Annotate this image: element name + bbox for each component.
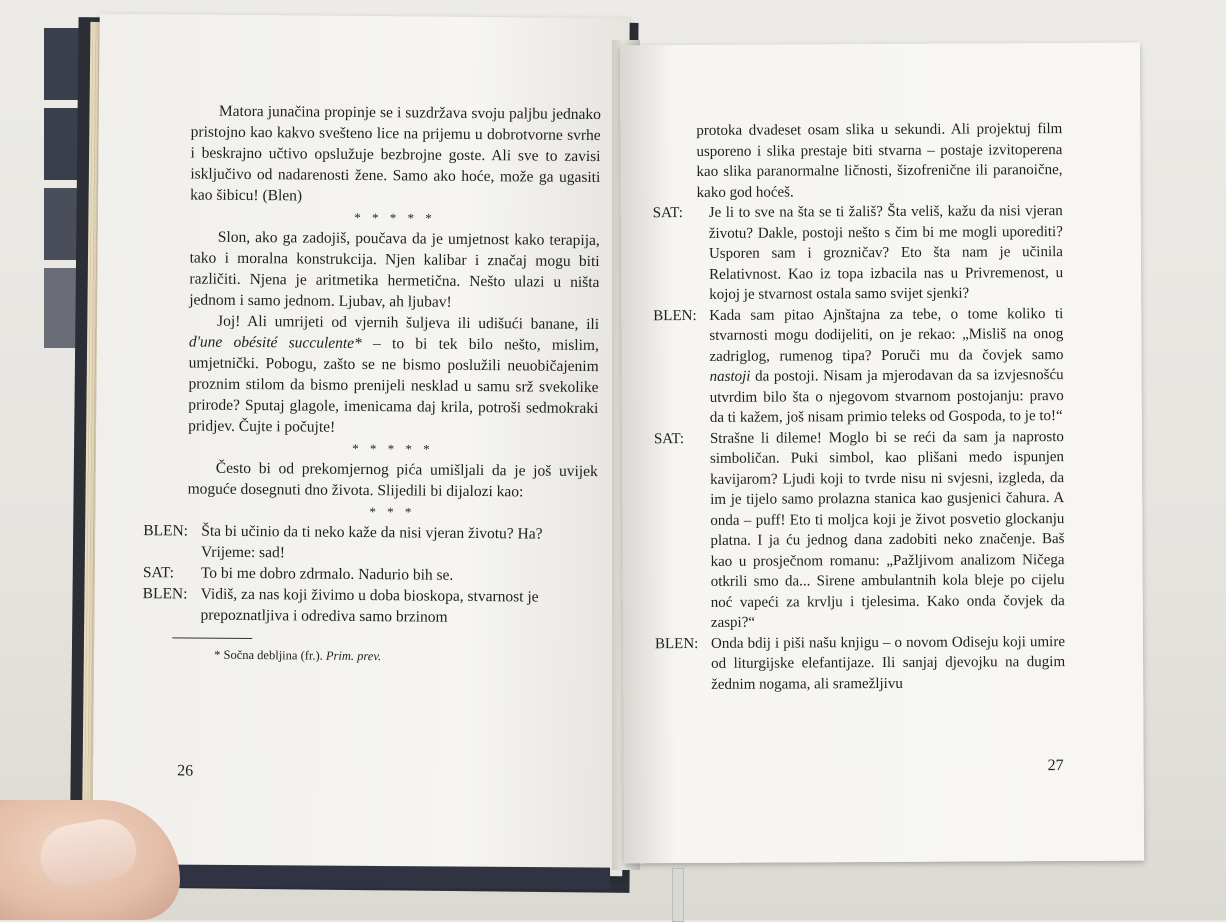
speaker-label: SAT: (142, 564, 175, 582)
italic-phrase: nastoji (709, 368, 751, 385)
text-span: – to bi tek bilo nešto, mislim, umjetnički. Pobogu, zašto se ne bismo poslužili neuobičajenim proznim stilom da bismo prenijeli nesklad u samu srž svekolike prirode? Sputaj glagole, imenicama daj krila, potroši sedmokraki pridjev. Čujte i počujte! (188, 335, 599, 436)
text-span: da postoji. Nisam ja mjerodavan da sa izvjesnošću utvrdim bilo šta o njegovom stvarnom postojanju: pravo da ti kažem, još nisam primio teleks od Gospoda, to je to!“ (709, 367, 1064, 426)
text-span: Kada sam pitao Ajnštajna za tebe, o tome koliko ti stvarnosti mogu dodijeliti, on je rekao: „Misliš na onog zadriglog, rumenog tipa? Poruči mu da čovjek samo (709, 305, 1064, 365)
section-separator: * * * (369, 504, 416, 520)
right-page-text (652, 119, 1065, 695)
page-number: 27 (1047, 757, 1064, 775)
paragraph: Često bi od prekomjernog pića umišljali da je još uvijek moguće dosegnuti dno života. Slijedili bi dijalozi kao: (187, 459, 598, 501)
dialogue-line (653, 201, 1064, 306)
footnote-rule (172, 637, 252, 639)
dialogue-text: Je li to sve na šta se ti žališ? Šta veliš, kažu da nisi vjeran životu? Dakle, postoji nešto s čim bi me mogli uporediti? Usporen sam i grozničav? Eto šta nam je učinila Relativnost. Kao iz topa izbacila nas u Privremenost, u kojoj je stvarnost ostala samo svijet sjenki? (708, 203, 1064, 303)
dialogue-text: Šta bi učinio da ti neko kaže da nisi vjeran životu? Ha? Vrijeme: sad! (200, 522, 543, 562)
speaker-label: SAT: (652, 205, 683, 222)
dialogue-text: Strašne li dileme! Moglo bi se reći da sam ja naprosto simboličan. Puki simbol, kao plišani medo ispunjen kavijarom? Ljudi koji to tvrde nisu ni svjesni, izgleda, da im je tijelo samo prolazna stanica kao gusjenici čahura. A onda – puff! Eto ti moljca koji je život posvetio glockanju platna. I ja ću jednog dana zadobiti neko značenje. Baš kao u prosječnom romanu: „Pažljivom analizom Ničega otkrili smo da... Sirene ambulantnih kola bleje po cijelu noć vapeći za krvlju i tjelesima. Kako onda čovjek da zaspi?“ (709, 428, 1065, 631)
dialogue-line (653, 304, 1064, 429)
dialogue-line (142, 583, 596, 629)
speaker-label: BLEN: (654, 635, 699, 652)
dialogue-text: Vidiš, za nas koji živimo u doba bioskopa, stvarnost je prepoznatljiva i odrediva samo brzinom (200, 585, 539, 626)
italic-phrase: Prim. prev. (325, 648, 382, 664)
dialogue-text: To bi me dobro zdrmalo. Nadurio bih se. (200, 564, 454, 584)
speaker-label: BLEN: (143, 522, 189, 540)
paragraph: Matora junačina propinje se i suzdržava svoju paljbu jednako pristojno kao kakvo svešteno lice na prijemu u dobrotvorne svrhe i beskrajno učtivo opslužuje bezbrojne goste. Ali sve to zavisi isključivo od nadarenosti žene. Samo ako hoće, može ga ugasiti kao šibicu! (Blen) (190, 102, 601, 205)
right-page (620, 43, 1144, 864)
left-page (92, 14, 629, 877)
dialogue-block (142, 520, 597, 629)
left-page-text (142, 101, 601, 670)
speaker-label: BLEN: (142, 585, 188, 603)
dialogue-text (709, 304, 1064, 429)
italic-phrase: d'une obésité succulente* (188, 333, 362, 353)
dialogue-line (655, 632, 1065, 696)
paragraph: Slon, ako ga zadojiš, poučava da je umjetnost kako terapija, tako i moralna konstrukcija. Njen kalibar i značaj mogu biti različiti. Njena je aritmetika hermetična. Nešto ulazi u ništa jednom i samo jednom. Ljubav, ah ljubav! (189, 228, 600, 311)
text-span: Joj! Ali umrijeti od vjernih šuljeva ili udišući banane, ili (217, 312, 600, 334)
page-number: 26 (177, 762, 194, 780)
dialogue-line (654, 427, 1065, 634)
paragraph (188, 310, 599, 440)
section-separator: * * * * * (354, 209, 436, 226)
section-separator: * * * * * (352, 440, 434, 457)
speaker-label: BLEN: (653, 307, 697, 324)
bookmark-ribbon (672, 868, 684, 922)
footnote (186, 644, 596, 669)
paragraph: protoka dvadeset osam slika u sekundi. Ali projektuj film usporeno i slika prestaje biti stvarna – postaje izvitoperena kao slika paranormalne ličnosti, šizofrenične ili paranoične, kako god hoćeš. (696, 121, 1063, 201)
dialogue-line (143, 520, 597, 566)
speaker-label: SAT: (653, 430, 685, 447)
text-span: * Sočna debljina (fr.). (214, 647, 323, 663)
dialogue-text: Onda bdij i piši našu knjigu – o novom Odiseju koji umire od liturgijske elefantijaze. Ili sanjaj djevojku na dugim žednim nogama, ali sramežljivu (710, 633, 1066, 693)
book-cover-bottom (140, 864, 610, 889)
